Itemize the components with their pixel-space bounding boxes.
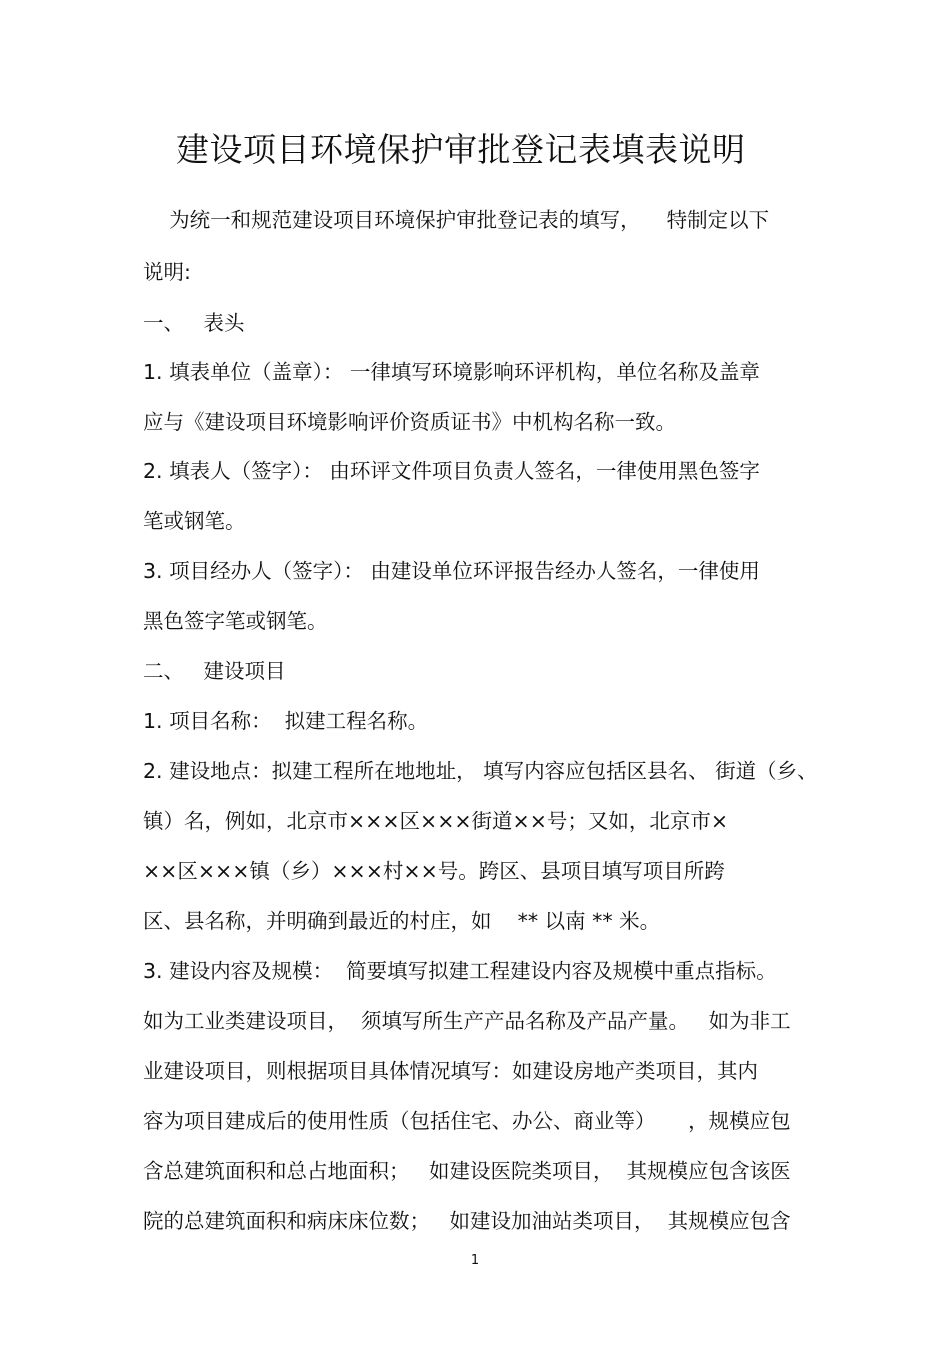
body-line: 业建设项目，则根据项目具体情况填写：如建设房地产类项目，其内 xyxy=(143,1059,758,1083)
section-heading: 一、 表头 xyxy=(143,311,245,335)
body-line: 容为项目建成后的使用性质（包括住宅、办公、商业等） ，规模应包 xyxy=(143,1109,791,1133)
body-line: 3. 建设内容及规模： 简要填写拟建工程建设内容及规模中重点指标。 xyxy=(143,959,777,983)
page-number: 1 xyxy=(470,1253,480,1268)
body-line: 含总建筑面积和总占地面积； 如建设医院类项目， 其规模应包含该医 xyxy=(143,1159,791,1183)
body-line: 区、县名称，并明确到最近的村庄，如 ** 以南 ** 米。 xyxy=(143,909,661,933)
body-line: ××区×××镇（乡）×××村××号。跨区、县项目填写项目所跨 xyxy=(143,859,725,883)
body-line: 黑色签字笔或钢笔。 xyxy=(143,609,328,633)
section-heading: 二、 建设项目 xyxy=(143,659,286,683)
body-line: 如为工业类建设项目， 须填写所生产产品名称及产品产量。 如为非工 xyxy=(143,1009,791,1033)
body-line: 1. 项目名称： 拟建工程名称。 xyxy=(143,709,429,733)
body-line: 院的总建筑面积和病床床位数； 如建设加油站类项目， 其规模应包含 xyxy=(143,1209,791,1233)
body-line: 3. 项目经办人（签字）： 由建设单位环评报告经办人签名，一律使用 xyxy=(143,559,760,583)
body-line: 2. 填表人（签字）： 由环评文件项目负责人签名，一律使用黑色签字 xyxy=(143,459,760,483)
page-title: 建设项目环境保护审批登记表填表说明 xyxy=(176,130,746,169)
body-line: 说明: xyxy=(143,260,191,284)
body-line: 为统一和规范建设项目环境保护审批登记表的填写， 特制定以下 xyxy=(143,208,770,232)
body-line: 笔或钢笔。 xyxy=(143,509,246,533)
body-line: 2. 建设地点：拟建工程所在地地址， 填写内容应包括区县名、 街道（乡、 xyxy=(143,759,818,783)
body-line: 1. 填表单位（盖章）： 一律填写环境影响环评机构，单位名称及盖章 xyxy=(143,360,760,384)
body-line: 应与《建设项目环境影响评价资质证书》中机构名称一致。 xyxy=(143,410,676,434)
body-line: 镇）名，例如，北京市×××区×××街道××号；又如，北京市× xyxy=(143,809,729,833)
